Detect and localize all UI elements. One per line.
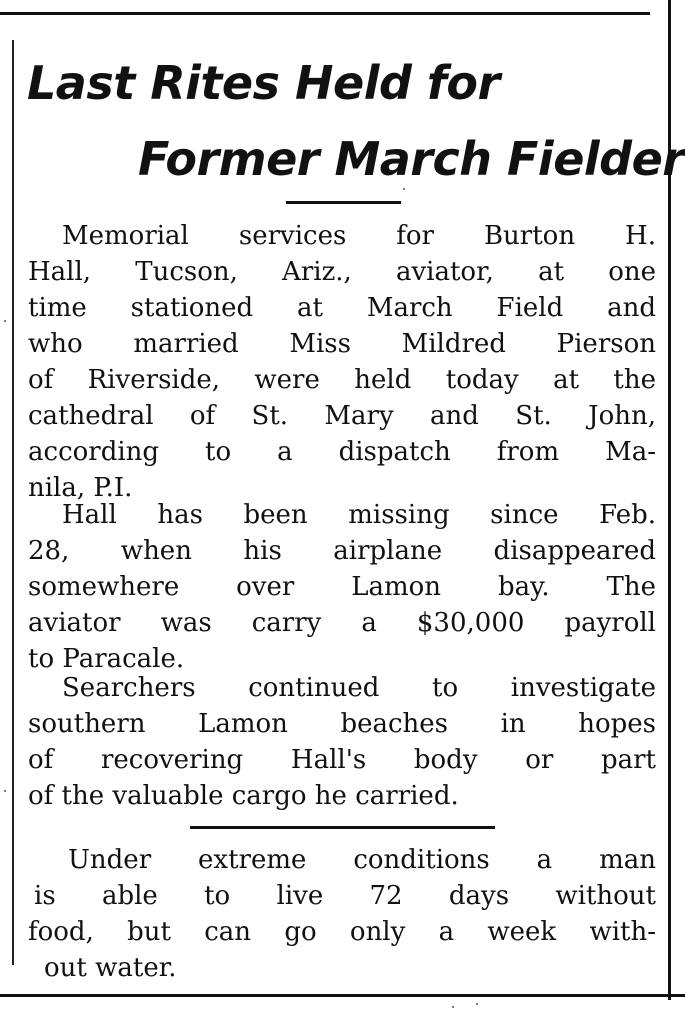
paragraph-line: Hall, Tucson, Ariz., aviator, at one: [28, 257, 656, 287]
article-end-divider: [190, 826, 495, 829]
paragraph-line: according to a dispatch from Ma-: [28, 437, 656, 467]
paragraph-line: to Paracale.: [28, 644, 185, 674]
filler-line: out water.: [44, 953, 177, 983]
paragraph-line: somewhere over Lamon bay. The: [28, 572, 656, 602]
paragraph-line: of Riverside, were held today at the: [28, 365, 656, 395]
paragraph-line: of recovering Hall's body or part: [28, 745, 656, 775]
headline-divider: [286, 201, 401, 204]
article-paragraph-2: [28, 497, 656, 677]
article-paragraph-1: [28, 218, 656, 506]
paragraph-line: Memorial services for Burton H.: [62, 221, 656, 251]
column-bottom-rule: [0, 994, 685, 997]
filler-line: Under extreme conditions a man: [68, 845, 656, 875]
paragraph-line: who married Miss Mildred Pierson: [28, 329, 656, 359]
headline-line-1: Last Rites Held for: [27, 56, 500, 110]
paragraph-line: nila, P.I.: [28, 473, 133, 503]
print-speck: [403, 188, 405, 190]
column-left-rule: [12, 40, 14, 965]
filler-paragraph: [28, 842, 656, 986]
article-paragraph-3: [28, 670, 656, 814]
paragraph-line: Hall has been missing since Feb.: [62, 500, 656, 530]
print-speck: [476, 1003, 478, 1005]
paragraph-line: cathedral of St. Mary and St. John,: [28, 401, 656, 431]
paragraph-line: southern Lamon beaches in hopes: [28, 709, 656, 739]
paragraph-line: of the valuable cargo he carried.: [28, 781, 459, 811]
paragraph-line: 28, when his airplane disappeared: [28, 536, 656, 566]
filler-line: food, but can go only a week with-: [28, 917, 656, 947]
print-speck: [4, 790, 6, 792]
paragraph-line: Searchers continued to investigate: [62, 673, 656, 703]
headline-line-2: Former March Fielder: [138, 132, 685, 186]
column-top-rule: [0, 12, 650, 15]
paragraph-line: time stationed at March Field and: [28, 293, 656, 323]
print-speck: [452, 1006, 454, 1008]
print-speck: [4, 320, 6, 322]
filler-line: is able to live 72 days without: [34, 881, 656, 911]
paragraph-line: aviator was carry a $30,000 payroll: [28, 608, 656, 638]
